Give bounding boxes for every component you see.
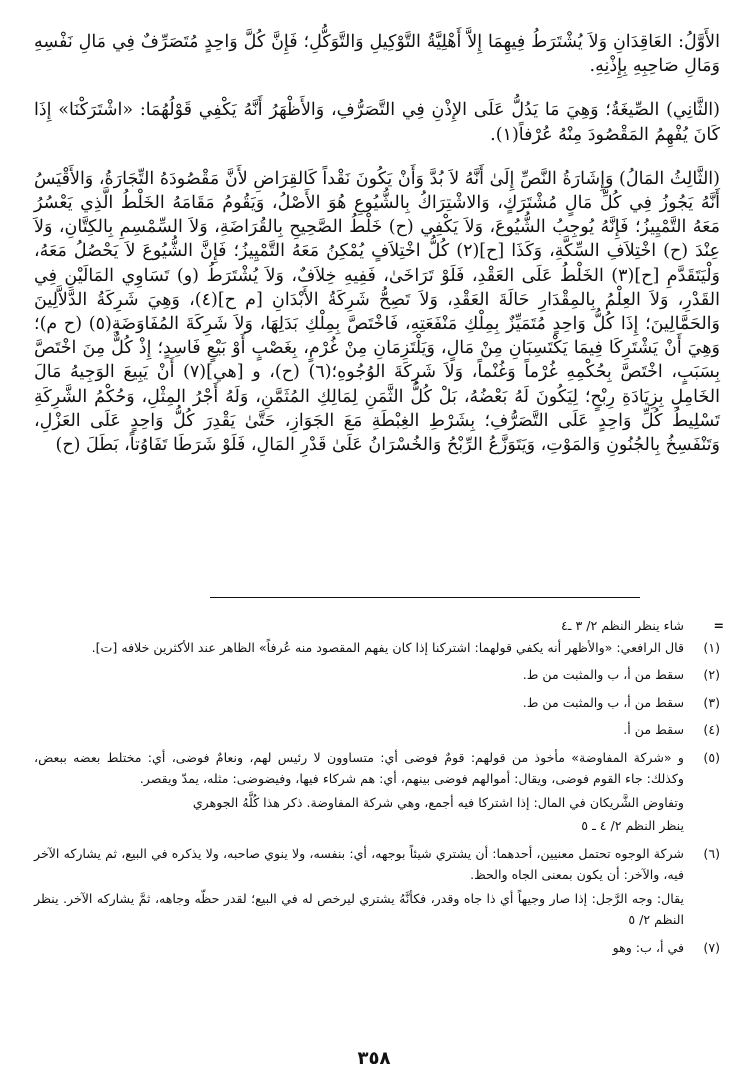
footnotes [34, 615, 724, 964]
footnote-number: (١) [703, 639, 720, 655]
footnote-text: سقط من أ، ب والمثبت من ط. [522, 694, 684, 710]
footnote-text: وتفاوض الشَّريكان في المال: إذا اشتركا فيه أجمع، وهي شركة المفاوضة. ذكر هذا كُلَّهُ الجوهري [192, 794, 684, 810]
footnote-text: و «شركة المفاوضة» مأخوذ من قولهم: قومٌ فوضى أي: متساوون لا رئيس لهم، ونعامٌ فوضى، أي: مختلط بعضه ببعض، وكذلك: جاء القوم فوضى، ويقال: أموالهم فوضى بينهم، أي: هم شركاء فيها، وفيضوضى: مثله، يمدّ ويقصر. [34, 749, 684, 786]
footnote-number: (٥) [703, 749, 720, 765]
footnote-7 [34, 937, 720, 959]
footnote-6 [34, 843, 720, 931]
continuation-text: شاء ينظر النظم ٢/ ٣ ـ٤ [560, 618, 684, 633]
footnote-text: يقال: وجه الرَّجل: إذا صار وجيهاً أي ذا جاه وقدر، فكأنَّهُ يشتري ليرخص له في البيع؛ لقدر حظّه وجاهه، ثمَّ يشاركه الآخر. ينظر النظم ٢/ ٥ [34, 890, 684, 927]
footnote-number: (٦) [703, 845, 720, 861]
footnote-3 [34, 692, 720, 714]
footnote-2 [34, 664, 720, 686]
footnote-number: (٢) [703, 667, 720, 682]
paragraph-second-formula: (الثَّانِي) الصِّيغَةُ؛ وَهِيَ مَا يَدُلُّ عَلَى الإِذْنِ فِي التَّصَرُّفِ، وَالأَظْهَرُ أَنَّهُ يَكْفِي قَوْلُهُمَا: «اشْتَرَكْنَا» إِذَا كَانَ يُفْهِمُ المَقْصُودَ مِنْهُ عُرْفاً(١). [34, 100, 720, 145]
footnote-1 [34, 637, 720, 659]
main-text [34, 30, 720, 457]
paragraph-first-contractors: الأَوَّلُ: العَاقِدَانِ وَلاَ يُشْتَرَطُ فِيهِمَا إِلاَّ أَهْلِيَّةُ التَّوْكِيلِ وَالتَّوَكُّلِ؛ فَإِنَّ كُلَّ وَاحِدٍ مُتَصَرِّفٌ فِي مَالِ نَفْسِهِ وَمَالِ صَاحِبِهِ بِإِذْنِهِ. [34, 32, 720, 77]
footnote-number: (٤) [703, 722, 720, 737]
paragraph-third-capital: (الثَّالِثُ المَالُ) وَإِشَارَةُ النَّصِّ إِلَىٰ أَنَّهُ لاَ بُدَّ وَأَنْ يَكُونَ نَقْداً كَالقِرَاضِ لأَنَّ مَقْصُودَهُ التِّجَارَةُ، وَالأَقْيَسُ أَنَّهُ يَجُوزُ فِي كُلِّ مَالٍ مُشْتَرَكٍ، وَالاشْتِرَاكُ بِالشُّيُوعِ هُوَ الأَصْلُ، وَيَقُومُ مَقَامَهُ الخَلْطُ الَّذِي يَعْسُرُ مَعَهُ التَّمْيِيزُ؛ فَإِنَّهُ يُوجِبُ الشُّيُوعَ، وَلاَ يَكْفِي (ح) خَلْطُ الصَّحِيحِ بِالقُرَاضَةِ، وَلاَ السِّمْسِمِ بِالكِتَّانِ، وَلاَ عِنْدَ (ح) اخْتِلاَفِ السِّكَّةِ، وَكَذَا [ح](٢) كُلُّ اخْتِلاَفٍ يُمْكِنُ مَعَهُ التَّمْيِيزُ؛ فَإِنَّ الشُّيُوعَ لاَ يَحْصُلُ مَعَهُ، وَلْيَتَقَدَّمِ [ح](٣) الخَلْطُ عَلَى العَقْدِ، فَلَوْ تَرَاخَىٰ، فَفِيهِ خِلاَفٌ، وَلاَ يُشْتَرَطُ (و) تَسَاوِي المَالَيْنِ فِي القَدْرِ، وَلاَ العِلْمُ بِالمِقْدَارِ حَالَةَ العَقْدِ، وَلاَ تَصِحُّ شَرِكَةُ الأَبْدَانِ [م ح](٤)، وَهِيَ شَرِكَةُ الدَّلاَّلِينَ وَالحَمَّالِينَ؛ إِذَا كُلُّ وَاحِدٍ مُتَمَيِّزٌ بِمِلْكِ مَنْفَعَتِهِ، فَاخْتَصَّ بِمِلْكِ بَدَلِهَا، وَلاَ شَرِكَةَ المُفَاوَضَةِ(٥) (ح م)؛ وَهِيَ أَنْ يَشْتَرِكَا فِيمَا يَكْتَسِبَانِ مِنْ مَالٍ، وَيَلْتَزِمَانِ مِنْ غُرْمٍ، بِغَصْبٍ أَوْ بَيْعٍ فَاسِدٍ؛ إِذْ كُلٌّ مِنَ اخْتَصَّ بِسَبَبٍ، اخْتَصَّ بِحُكْمِهِ غُرْماً وَغُنْماً، وَلاَ شَرِكَةَ الوُجُوهِ؛(٦) (ح)، و [هي](٧) أَنْ يَبِيعَ الوَجِيهُ مَالَ الخَامِلِ بِزِيَادَةِ رِبْحٍ؛ لِيَكُونَ لَهُ بَعْضُهُ، بَلْ كُلُّ الثَّمَنِ لِمَالِكِ المُثَمَّنِ، وَلَهُ أَجْرُ المِثْلِ، وَحُكْمُ الشَّرِكَةِ تَسْلِيطُ كُلِّ وَاحِدٍ عَلَى التَّصَرُّفِ؛ بِشَرْطِ الغِبْطَةِ مَعَ الجَوَازِ، حَتَّىٰ يَقْدِرَ كُلُّ وَاحِدٍ عَلَى العَزْلِ، وَتَنْفَسِخُ بِالجُنُونِ وَالمَوْتِ، وَيَتَوَزَّعُ الرِّبْحُ وَالخُسْرَانُ عَلَىٰ قَدْرِ المَالِ، فَلَوْ شَرَطَا تَفَاوُتاً، بَطَلَ (ح) [34, 168, 721, 456]
footnote-continuation [34, 615, 724, 637]
footnote-text: في أ، ب: وهو [612, 939, 684, 955]
footnote-text: قال الرافعي: «والأظهر أنه يكفي قولهما: اشتركنا إذا كان يفهم المقصود منه عُرفاً» الظاهر عند الأكثرين خلافه [ت]. [91, 639, 684, 655]
footnote-text: سقط من أ، ب والمثبت من ط. [522, 667, 684, 682]
footnote-text: شركة الوجوه تحتمل معنيين، أحدهما: أن يشتري شيئاً بوجهه، أي: بنفسه، ولا ينوي صاحبه، ولا يذكره في البيع، ثم يشاركه الآخر فيه، والآخر: أن يكون بمعنى الجاه والحظ. [34, 845, 684, 882]
page-number: ٣٥٨ [357, 1048, 391, 1069]
continuation-marker: = [713, 618, 724, 633]
footnote-4 [34, 719, 720, 741]
footnote-5 [34, 747, 720, 837]
footnote-text: سقط من أ. [623, 722, 684, 737]
footnote-number: (٧) [703, 939, 720, 955]
footnote-number: (٣) [703, 694, 720, 710]
footnote-text: ينظر النظم ٢/ ٤ ـ ٥ [581, 818, 684, 833]
